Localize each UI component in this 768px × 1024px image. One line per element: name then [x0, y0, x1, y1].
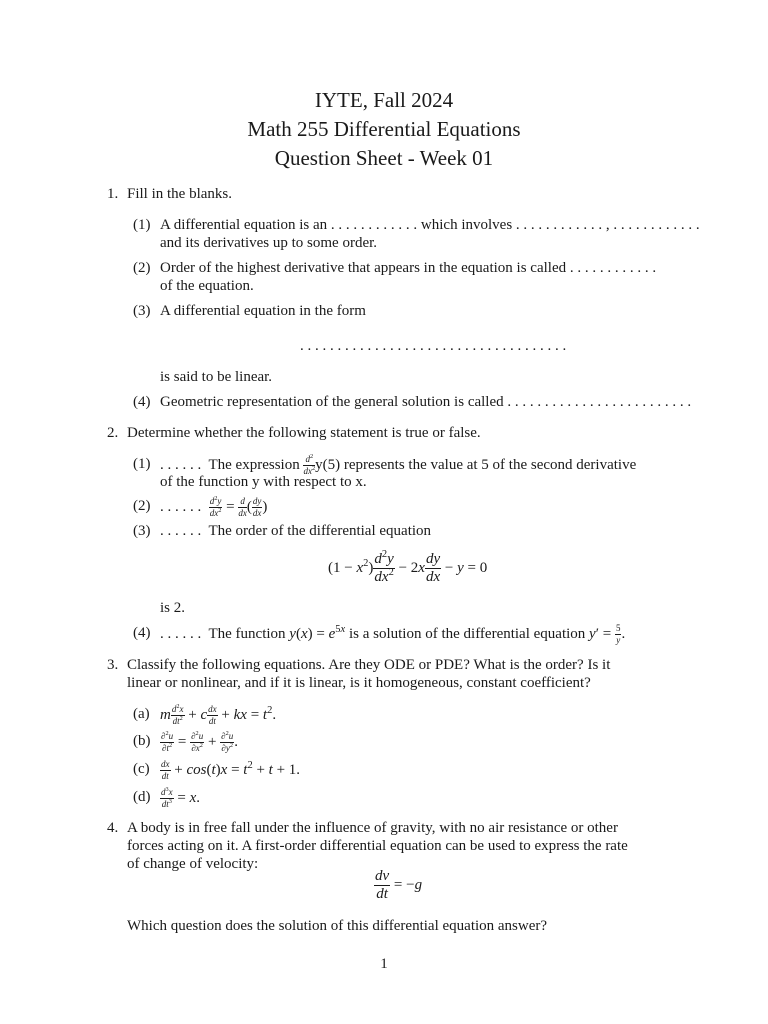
q2-item1-pre: The expression — [208, 456, 300, 473]
q2-item4-pre: The function — [208, 625, 286, 642]
q3-d-label: (d) — [133, 789, 151, 805]
q3-d-equation: $\frac{d^3x}{dt^3}$ = x. — [161, 786, 201, 809]
header-sheet: Question Sheet - Week 01 — [274, 146, 494, 170]
q4-line3: of change of velocity: — [127, 856, 259, 872]
q2-item3-blank: . . . . . . — [160, 523, 202, 539]
q2-item4-equation: y′ = $\frac{5}{y}$ . — [589, 623, 626, 645]
q3-c-label: (c) — [133, 761, 150, 777]
q2-item2-rhs-inner: $\frac{dy}{dx}$ — [252, 496, 262, 518]
q4-number: 4. — [107, 820, 119, 836]
q1-prompt: Fill in the blanks. — [127, 186, 232, 202]
q1-item2-label: (2) — [133, 260, 151, 276]
q2-item4-line — [160, 624, 625, 645]
q2-number: 2. — [107, 425, 119, 441]
q1-item3-label: (3) — [133, 303, 151, 319]
header-institution: IYTE, Fall 2024 — [314, 88, 454, 112]
q1-item3-line2: is said to be linear. — [160, 369, 273, 385]
q3-b-label: (b) — [133, 733, 151, 749]
q1-item1-line2: and its derivatives up to some order. — [160, 235, 378, 251]
q1-item3-blank: . . . . . . . . . . . . . . . . . . . . . . . . . . . . . . . . . . . . — [300, 338, 567, 354]
q1-item2-line2: of the equation. — [160, 278, 254, 294]
q3-a-label: (a) — [133, 706, 150, 722]
q4-line4: Which question does the solution of this differential equation answer? — [127, 918, 548, 934]
q3-line2: linear or nonlinear, and if it is linear, is it homogeneous, constant coefficient? — [127, 675, 591, 691]
q2-item2-lhs: $\frac{d^2y}{dx^2}$ — [209, 495, 222, 518]
header-course: Math 255 Differential Equations — [247, 117, 521, 141]
q2-item3-equation: $(1 - x^2)$ $\frac{d^2y}{dx^2}$ − 2x $\frac{dy}{dx}$ − y = 0 — [328, 549, 488, 585]
q1-item3-line1: A differential equation in the form — [160, 303, 366, 319]
q1-number: 1. — [107, 186, 119, 202]
q2-item1-post: y(5) represents the value at 5 of the second derivative — [315, 456, 637, 473]
q2-item4-label: (4) — [133, 625, 151, 641]
q2-item3-line — [160, 522, 431, 540]
q1-item1-line1: A differential equation is an . . . . . . . . . . . . which involves . . . . . . . . . . . . , . . . . . . . . . . . . — [160, 217, 700, 233]
q1-item4-label: (4) — [133, 394, 151, 410]
q2-item3-label: (3) — [133, 523, 151, 539]
q1-item2-line1: Order of the highest derivative that appears in the equation is called . . . . . . . . . . . . — [160, 260, 657, 276]
q2-item2-label: (2) — [133, 498, 151, 514]
q4-line2: forces acting on it. A first-order differential equation can be used to express the rate — [127, 838, 628, 854]
q1-item4-line1: Geometric representation of the general solution is called . . . . . . . . . . . . . . . . . . . . . . . . . — [160, 394, 692, 410]
q2-item2-line: . . . . . . $\frac{d^2y}{dx^2}$ = $\frac{d}{dx}$ ( $\frac{dy}{dx}$ ) — [160, 495, 268, 518]
q2-item2-blank: . . . . . . — [160, 498, 202, 515]
q2-item2-rhs-op: $\frac{d}{dx}$ — [238, 496, 247, 518]
q2-item1-blank: . . . . . . — [160, 456, 202, 473]
q2-item1-derivative: $\frac{d^2}{dx^2}$ — [303, 453, 316, 476]
q1-item1-label: (1) — [133, 217, 151, 233]
q4-line1: A body is in free fall under the influence of gravity, with no air resistance or other — [127, 820, 618, 836]
q2-item1-line2: of the function y with respect to x. — [160, 474, 367, 490]
q2-item3-text: The order of the differential equation — [208, 523, 432, 539]
q3-a-equation: m $\frac{d^2x}{dt^2}$ + c $\frac{dx}{dt}$ + kx = $t^2$. — [160, 703, 277, 726]
q3-number: 3. — [107, 657, 119, 673]
q2-prompt: Determine whether the following statement is true or false. — [127, 425, 481, 441]
q4-equation: $\frac{dv}{dt}$ = −g — [375, 868, 423, 902]
q2-item4-mid: is a solution of the differential equation — [348, 625, 586, 642]
q2-item3-after: is 2. — [160, 600, 186, 616]
q3-c-equation: $\frac{dx}{dt}$ + $\cos(t)x = t^2 + t + 1$. — [161, 759, 301, 781]
q2-item4-blank: . . . . . . — [160, 625, 202, 642]
q3-line1: Classify the following equations. Are they ODE or PDE? What is the order? Is it — [127, 657, 611, 673]
q3-b-equation: $\frac{\partial^2u}{\partial t^2}$ = $\frac{\partial^2u}{\partial x^2}$ + $\frac{\partial^2u}{\partial y^2}$ . — [161, 730, 239, 753]
page-number: 1 — [380, 956, 388, 972]
q2-item1-label: (1) — [133, 456, 151, 472]
q2-item4-function: $y(x) = e^{5x}$ — [289, 623, 346, 642]
